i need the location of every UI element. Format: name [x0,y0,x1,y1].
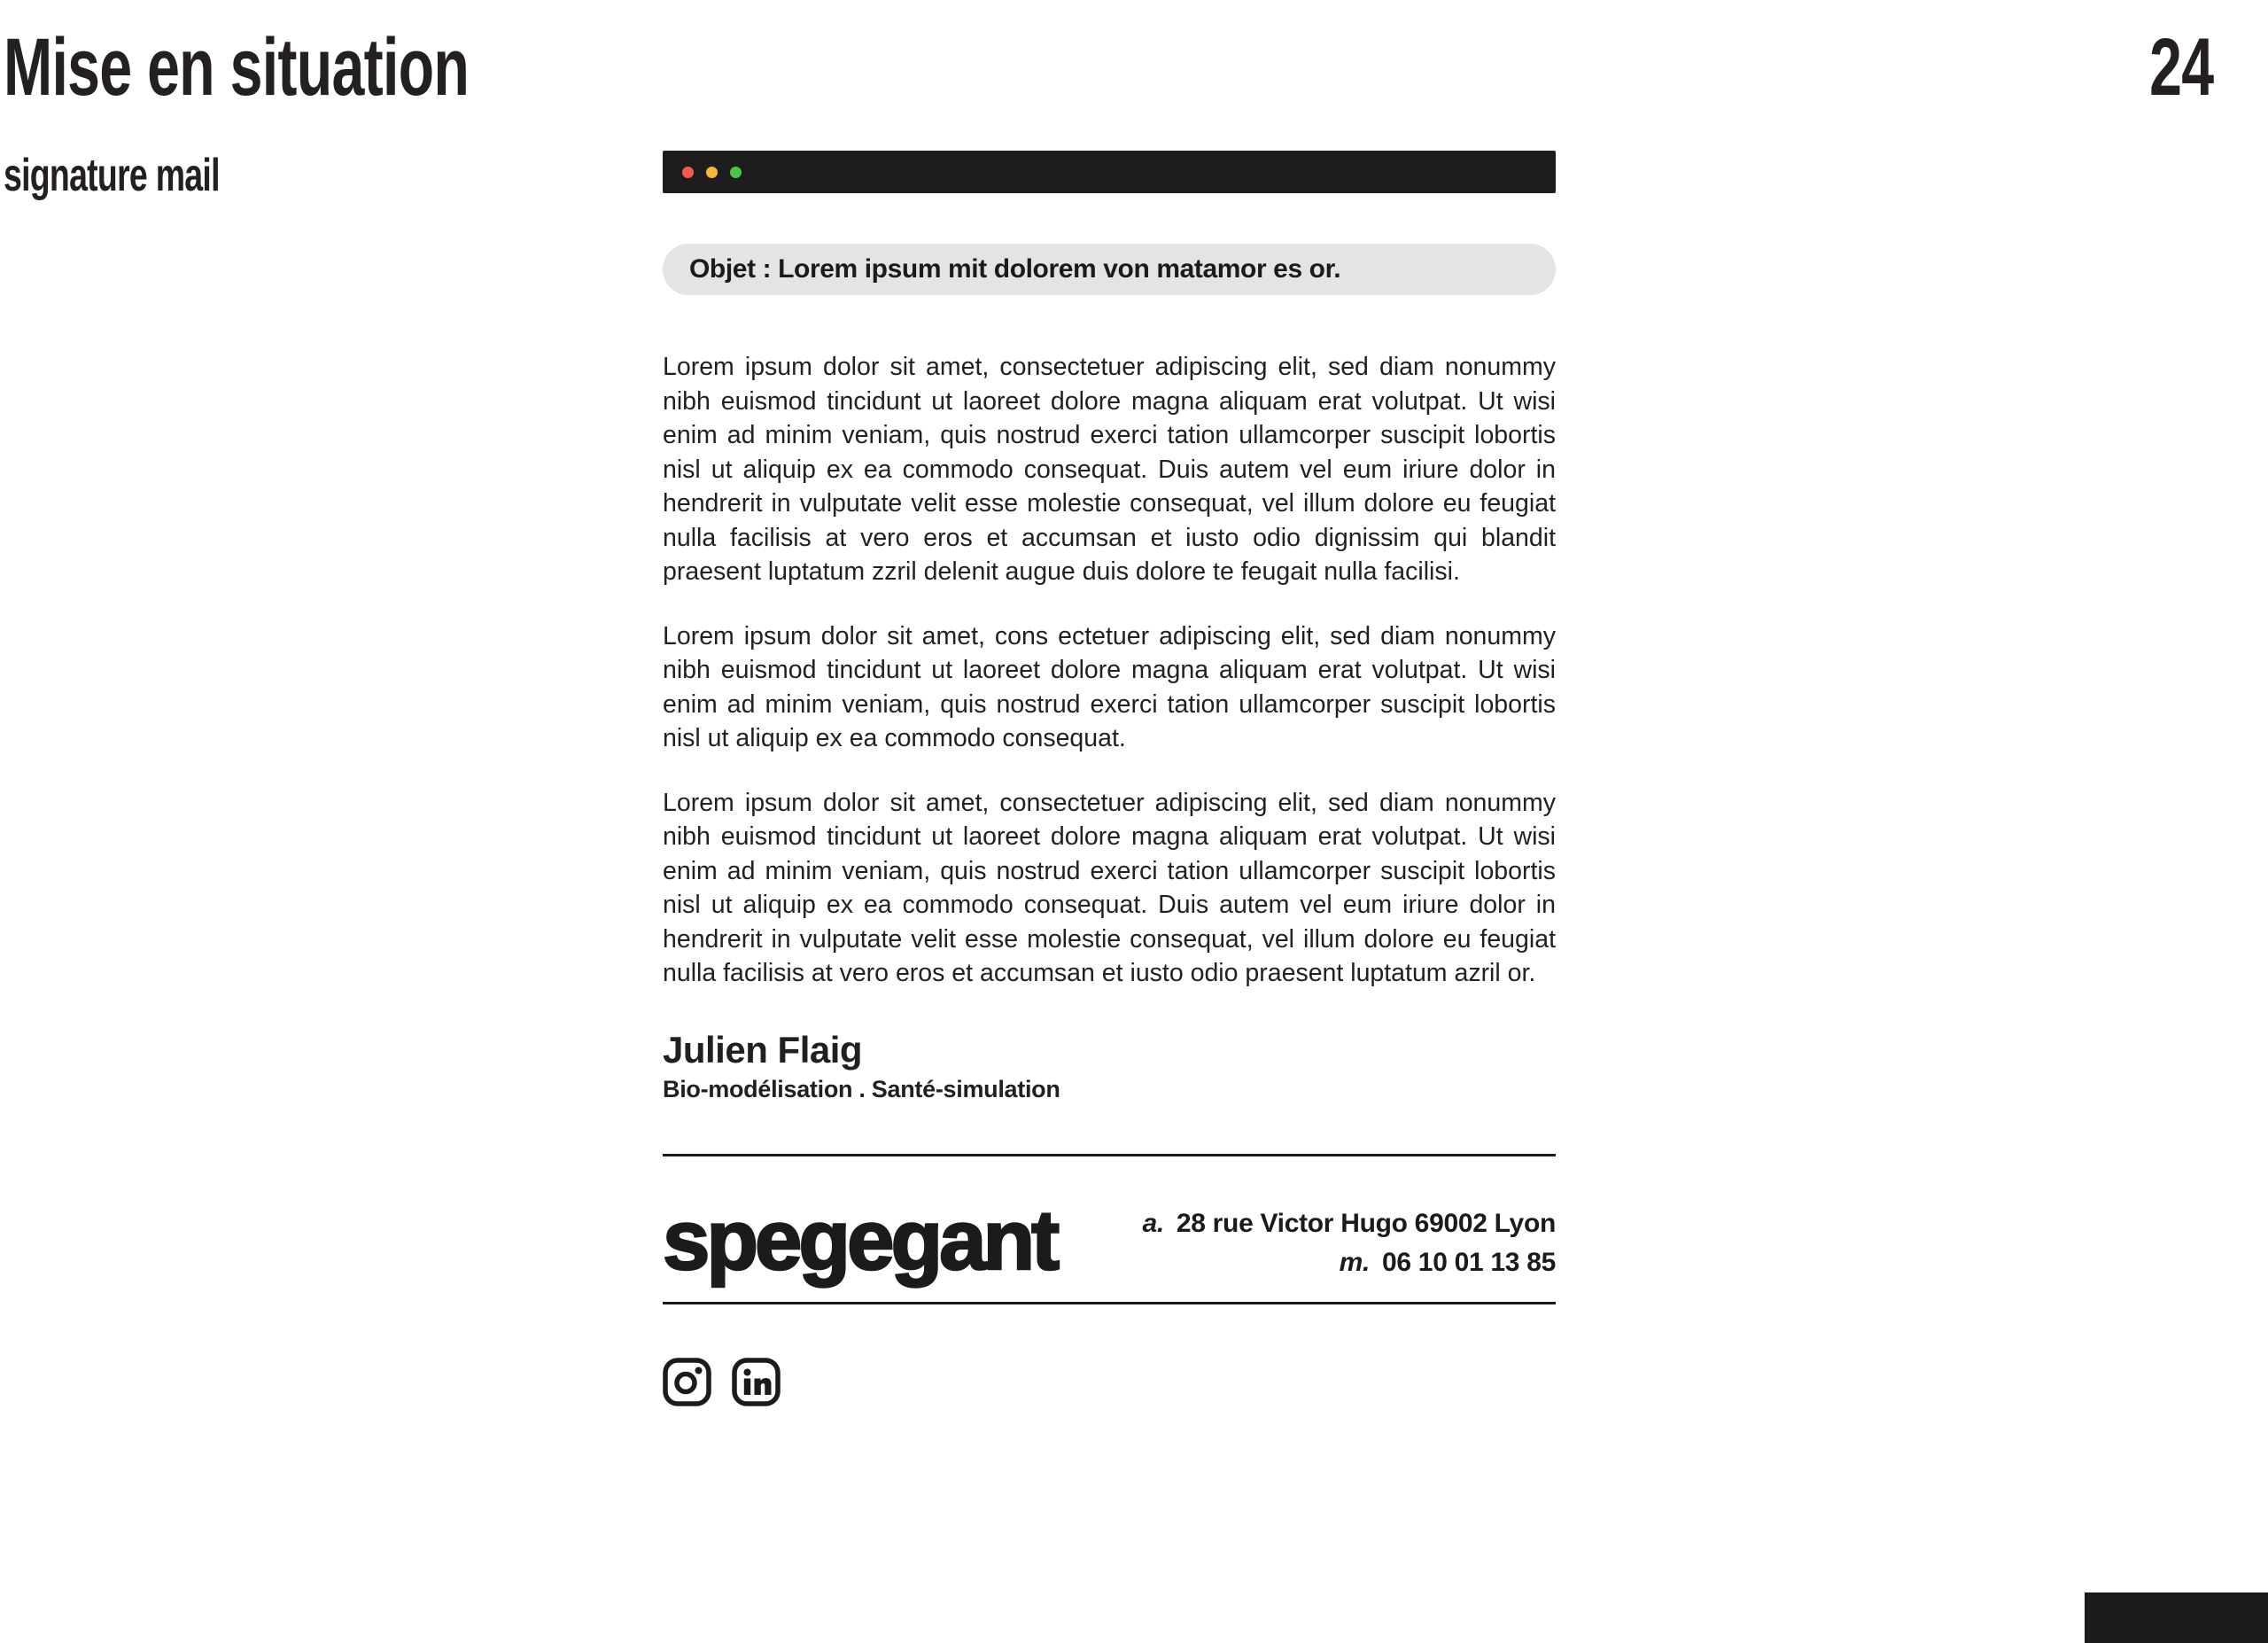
mobile-line [1142,1243,1556,1282]
window-close-button[interactable] [682,167,694,178]
instagram-icon[interactable] [663,1358,711,1406]
linkedin-icon[interactable] [732,1358,781,1406]
mobile-value: 06 10 01 13 85 [1382,1247,1556,1277]
footer-accent-block [2085,1592,2268,1643]
mobile-label: m. [1339,1247,1370,1277]
address-label: a. [1142,1208,1164,1238]
signature-role: Bio-modélisation . Santé-simulation [663,1075,1060,1102]
window-titlebar [663,151,1556,193]
mail-mockup [663,151,1556,1406]
page-title: Mise en situation [4,22,470,113]
brand-row [663,1192,1556,1302]
page-number: 24 [2148,22,2213,113]
contact-block [1142,1203,1556,1282]
body-paragraph: Lorem ipsum dolor sit amet, consectetuer adipiscing elit, sed diam nonummy nibh euismod tincidunt ut laoreet dolore magna aliquam erat volutpat. Ut wisi enim ad minim veniam, quis nostrud exerci tation ullamcorper suscipit lobortis nisl ut aliquip ex ea commodo consequat. Duis autem vel eum iriure dolor in hendrerit in vulputate velit esse molestie consequat, vel illum dolore eu feugiat nulla facilisis at vero eros et accumsan et iusto odio dignissim qui blandit praesent luptatum zzril delenit augue duis dolore te feugait nulla facilisi. [663,353,1556,586]
window-zoom-button[interactable] [730,167,742,178]
body-paragraph: Lorem ipsum dolor sit amet, consectetuer adipiscing elit, sed diam nonummy nibh euismod tincidunt ut laoreet dolore magna aliquam erat volutpat. Ut wisi enim ad minim veniam, quis nostrud exerci tation ullamcorper suscipit lobortis nisl ut aliquip ex ea commodo consequat. Duis autem vel eum iriure dolor in hendrerit in vulputate velit esse molestie consequat, vel illum dolore eu feugiat nulla facilisis at vero eros et accumsan et iusto odio praesent luptatum azril or. [663,788,1556,987]
address-line [1142,1204,1556,1243]
section-label: signature mail [4,150,220,201]
mail-body [663,350,1556,991]
window-minimize-button[interactable] [706,167,718,178]
signature-name: Julien Flaig [663,1028,863,1071]
body-paragraph: Lorem ipsum dolor sit amet, cons ectetuer adipiscing elit, sed diam nonummy nibh euismod tincidunt ut laoreet dolore magna aliquam erat volutpat. Ut wisi enim ad minim veniam, quis nostrud exerci tation ullamcorper suscipit lobortis nisl ut aliquip ex ea commodo consequat. [663,621,1556,752]
address-value: 28 rue Victor Hugo 69002 Lyon [1176,1208,1556,1238]
subject-text: Objet : Lorem ipsum mit dolorem von matamor es or. [689,254,1341,284]
signature-divider-top [663,1154,1556,1156]
brand-logo: spegegant [663,1192,1057,1288]
signature-divider-bottom [663,1302,1556,1304]
email-signature [663,1030,1556,1406]
social-links [663,1358,1556,1406]
subject-bar [663,244,1556,295]
